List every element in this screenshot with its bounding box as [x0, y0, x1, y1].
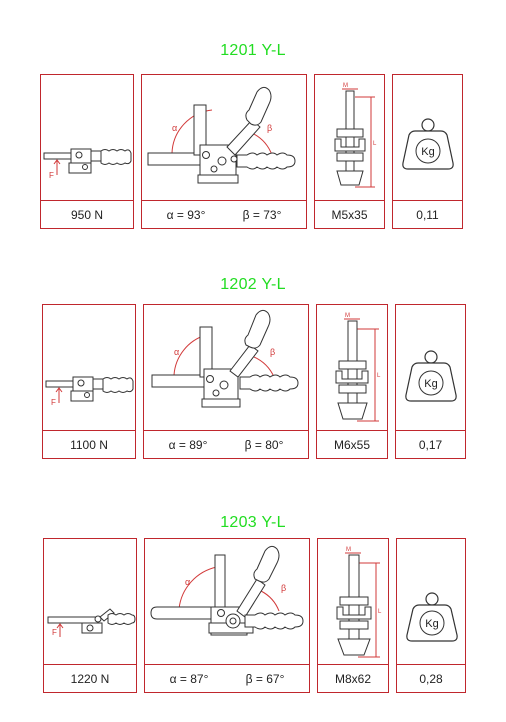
- holding-force: 1100 N: [43, 430, 135, 458]
- angle-cell: [141, 74, 307, 229]
- weight-cell: [392, 74, 463, 229]
- spindle-drawing: [315, 75, 386, 203]
- angles-row: [144, 430, 308, 458]
- weight-value: 0,28: [397, 664, 465, 692]
- weight-unit: Kg: [421, 146, 435, 158]
- alpha-value: α = 93°: [166, 207, 206, 222]
- weight-icon: [396, 305, 467, 433]
- alpha-symbol: α: [174, 347, 180, 357]
- spindle-drawing: [318, 539, 390, 667]
- thread-symbol: M: [343, 83, 348, 89]
- weight-icon: [397, 539, 467, 667]
- beta-value: β = 73°: [242, 207, 282, 222]
- thread-symbol: M: [345, 313, 350, 319]
- holding-force: 1220 N: [44, 664, 136, 692]
- angles-row: [145, 664, 309, 692]
- holding-force: 950 N: [41, 200, 133, 228]
- force-cell: [43, 538, 137, 693]
- alpha-value: α = 89°: [168, 437, 208, 452]
- clamp-side-icon: [43, 305, 137, 433]
- angles-row: [142, 200, 306, 228]
- weight-unit: Kg: [425, 618, 439, 630]
- beta-value: β = 80°: [244, 437, 284, 452]
- clamp-side-icon: [44, 539, 138, 667]
- weight-unit: Kg: [424, 378, 438, 390]
- model-title: 1202 Y-L: [220, 276, 286, 293]
- thread-cell: [314, 74, 385, 229]
- thread-size: M8x62: [318, 664, 388, 692]
- length-symbol: L: [378, 609, 382, 615]
- weight-cell: [395, 304, 466, 459]
- spindle-drawing: [317, 305, 389, 433]
- force-symbol: F: [49, 171, 54, 180]
- thread-cell: [316, 304, 388, 459]
- clamp-side-icon: [41, 75, 135, 203]
- model-title: 1201 Y-L: [220, 42, 286, 59]
- weight-value: 0,11: [393, 200, 462, 228]
- beta-symbol: β: [270, 347, 276, 357]
- alpha-symbol: α: [172, 123, 178, 133]
- angle-cell: [143, 304, 309, 459]
- thread-size: M6x55: [317, 430, 387, 458]
- weight-cell: [396, 538, 466, 693]
- alpha-value: α = 87°: [169, 671, 209, 686]
- weight-value: 0,17: [396, 430, 465, 458]
- alpha-symbol: α: [185, 577, 191, 587]
- force-symbol: F: [52, 628, 57, 637]
- beta-value: β = 67°: [245, 671, 285, 686]
- model-title: 1203 Y-L: [220, 514, 286, 531]
- thread-symbol: M: [346, 547, 351, 553]
- weight-icon: [393, 75, 464, 203]
- beta-symbol: β: [281, 583, 287, 593]
- clamp-angle-drawing: [142, 75, 308, 203]
- beta-symbol: β: [267, 123, 273, 133]
- force-cell: [40, 74, 134, 229]
- clamp-angle-drawing: [145, 539, 311, 667]
- clamp-angle-drawing: [144, 305, 310, 433]
- thread-size: M5x35: [315, 200, 384, 228]
- angle-cell: [144, 538, 310, 693]
- length-symbol: L: [377, 373, 381, 379]
- force-cell: [42, 304, 136, 459]
- force-symbol: F: [51, 398, 56, 407]
- length-symbol: L: [373, 141, 377, 147]
- thread-cell: [317, 538, 389, 693]
